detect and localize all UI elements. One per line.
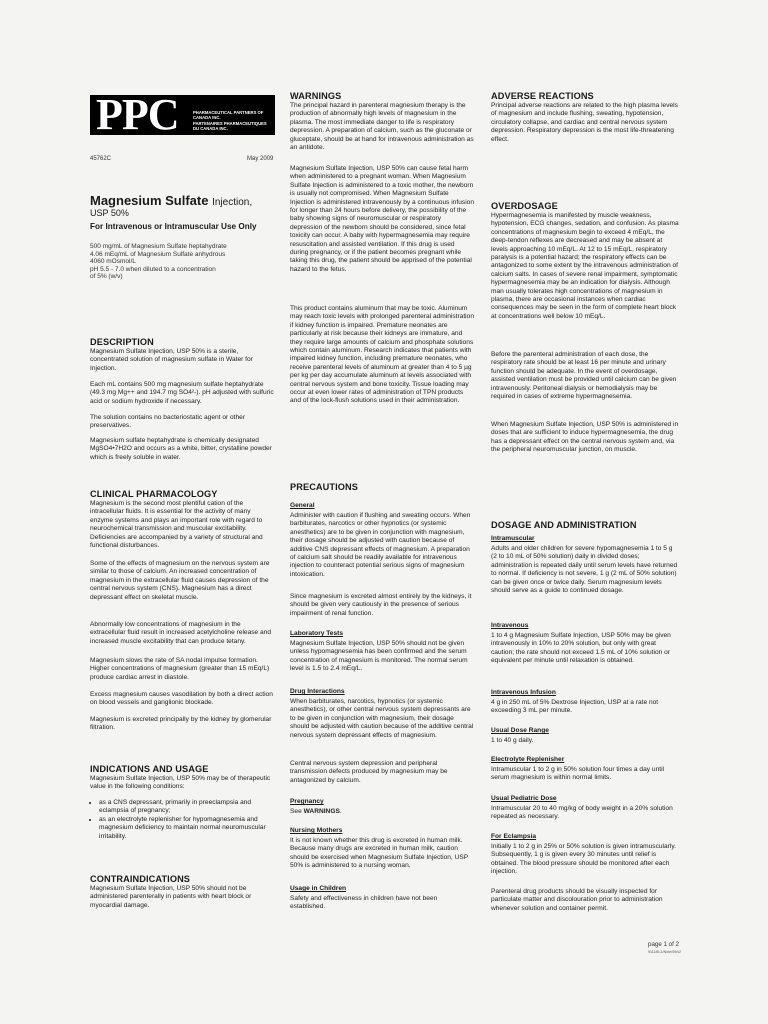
indications-heading: INDICATIONS AND USAGE — [90, 764, 209, 774]
overdosage-para: Before the parenteral administration of each dose, the respiratory rate should be at least 16 per minute and urinary function should be adequate. In the event of overdosage, assisted ventilation must be provided until calcium can be given intravenously. Peritoneal dialysis or hemodialysis may be required in cases of extreme hypermagnesemia. — [491, 351, 677, 401]
warnings-link[interactable]: WARNINGS — [303, 808, 340, 815]
intramuscular-subheading: Intramuscular — [491, 535, 535, 542]
pediatric-subheading: Usual Pediatric Dose — [491, 795, 557, 802]
pediatric-text: Intramuscular 20 to 40 mg/kg of body weight in a 20% solution repeated as necessary. — [491, 805, 673, 821]
spec-line: of 5% (w/v) — [90, 273, 123, 281]
indications-list — [90, 799, 274, 841]
electrolyte-subheading: Electrolyte Replenisher — [491, 756, 565, 763]
contraindications-heading: CONTRAINDICATIONS — [90, 874, 191, 884]
lab-tests-subheading: Laboratory Tests — [290, 630, 344, 637]
description-para: The solution contains no bacteriostatic agent or other preservatives. — [90, 414, 246, 430]
clinical-para: Magnesium slows the rate of SA nodal impulse formation. Higher concentrations of magnesium (greater than 15 mEq/L) produce cardiac arrest in diastole. — [90, 657, 270, 681]
intravenous-subheading: Intravenous — [491, 622, 529, 629]
document-date: May 2009 — [247, 156, 274, 162]
contraindications-text: Magnesium Sulfate Injection, USP 50% should not be administered parenterally in patients with heart block or myocardial damage. — [90, 885, 252, 909]
warnings-para: This product contains aluminum that may be toxic. Aluminum may reach toxic levels with prolonged parenteral administration if kidney function is impaired. Premature neonates are particularly at risk because their kidneys are immature, and they require large amounts of calcium and phosphate solutions which contain aluminum. Research indicates that patients with impaired kidney function, including premature neonates, who receive parenteral levels of aluminum at greater than 4 to 5 µg per kg per day accumulate aluminum at levels associated with central nervous system and bone toxicity. Tissue loading may occur at even lower rates of administration of TPN products and of the lock-flush solutions used in their administration. — [290, 305, 474, 405]
company-name-en: PHARMACEUTICAL PARTNERS OF CANADA INC. — [193, 110, 264, 120]
children-subheading: Usage in Children — [290, 885, 347, 892]
document-code: 45762C — [90, 156, 112, 162]
eclampsia-text: Initially 1 to 2 g in 25% or 50% solution is given intramuscularly. Subsequently, 1 g is given every 30 minutes until relief is obtained. The blood pressure should be monitored after each injection. — [491, 843, 676, 876]
intravenous-text: 1 to 4 g Magnesium Sulfate Injection, USP 50% may be given intravenously in 10% to 20% solution, but only with great caution; the rate should not exceed 1.5 mL of 10% solution or equivalent per minute until relaxation is obtained. — [491, 632, 671, 665]
clinical-heading: CLINICAL PHARMACOLOGY — [90, 489, 218, 499]
spec-line: 4.06 mEq/mL of Magnesium Sulfate anhydrous — [90, 250, 226, 258]
overdosage-heading: OVERDOSAGE — [491, 201, 558, 211]
route-of-administration: For Intravenous or Intramuscular Use Only — [90, 222, 257, 231]
pregnancy-prefix: See — [290, 808, 304, 815]
drug-interactions-subheading: Drug Interactions — [290, 688, 345, 695]
indications-intro: Magnesium Sulfate Injection, USP 50% may be of therapeutic value in the following conditions: — [90, 775, 271, 791]
overdosage-para: Hypermagnesemia is manifested by muscle weakness, hypotension, ECG changes, sedation, and confusion. As plasma concentrations of magnesium begin to exceed 4 mEq/L, the deep-tendon reflexes are decreased and may be absent at levels approaching 10 mEq/L. At 12 to 15 mEq/L, respiratory paralysis is a potential hazard; the respiratory effects can be antagonized to some extent by the intravenous administration of calcium salts. In cases of severe renal impairment, symptomatic hypermagnesemia may be an indication for dialysis. Although man usually tolerates high concentrations of magnesium in plasma, there are occasional instances when cardiac consequences may be seen in the form of complete heart block at concentrations well below 10 mEq/L. — [491, 212, 679, 320]
electrolyte-text: Intramuscular 1 to 2 g in 50% solution four times a day until serum magnesium is within normal limits. — [491, 766, 664, 782]
nursing-text: It is not known whether this drug is excreted in human milk. Because many drugs are excreted in human milk, caution should be exercised when Magnesium Sulfate Injection, USP 50% is administered to a nursing woman. — [290, 837, 469, 870]
product-name: Magnesium Sulfate — [90, 193, 209, 208]
infusion-subheading: Intravenous Infusion — [491, 689, 556, 696]
clinical-para: Excess magnesium causes vasodilation by both a direct action on blood vessels and ganglionic blockade. — [90, 691, 273, 707]
product-title-suffix: Injection, — [212, 197, 253, 208]
clinical-para: Abnormally low concentrations of magnesium in the extracellular fluid result in increased acetylcholine release and increased muscle excitability that can produce tetany. — [90, 621, 272, 645]
drug-interactions-para: Central nervous system depression and peripheral transmission defects produced by magnesium may be antagonized by calcium. — [290, 760, 448, 784]
spec-line: 500 mg/mL of Magnesium Sulfate heptahydrate — [90, 243, 227, 250]
list-item: • as an electrolyte replenisher for hypomagnesemia and magnesium deficiency to maintain normal neuromuscular irritability. — [99, 816, 274, 841]
company-name-fr: PARTENAIRES PHARMACEUTIQUES DU CANADA INC. — [193, 121, 267, 131]
description-para: Magnesium Sulfate Injection, USP 50% is a sterile, concentrated solution of magnesium sulfate in Water for Injection. — [90, 348, 253, 372]
overdosage-para: When Magnesium Sulfate Injection, USP 50% is administered in doses that are sufficient to induce hypermagnesemia, the drug has a depressant effect on the central nervous system and, via the peripheral neuromuscular junction, on muscle. — [491, 421, 679, 454]
list-item: • as a CNS depressant, primarily in preeclampsia and eclampsia of pregnancy; — [99, 799, 274, 816]
footer-code: 911185-1/Note/09/v2 — [648, 950, 682, 954]
adverse-heading: ADVERSE REACTIONS — [491, 91, 594, 101]
clinical-para: Some of the effects of magnesium on the nervous system are similar to those of calcium. An increased concentration of magnesium in the extracellular fluid causes depression of the central nervous system (CNS). Magnesium has a direct depressant effect on skeletal muscle. — [90, 560, 270, 601]
logo-wordmark: PPC — [96, 90, 179, 139]
warnings-heading: WARNINGS — [290, 91, 342, 101]
description-para: Each mL contains 500 mg magnesium sulfate heptahydrate (49.3 mg Mg++ and 194.7 mg SO4²-). pH adjusted with sulfuric acid or sodium hydroxide if necessary. — [90, 381, 274, 405]
pregnancy-suffix: . — [339, 808, 342, 815]
warnings-para: The principal hazard in parenteral magnesium therapy is the production of abnormally high levels of magnesium in the plasma. The most immediate danger to life is respiratory depression. A preparation of calcium, such as the gluconate or gluceptate, should be at hand for intravenous administration as an antidote. — [290, 102, 474, 152]
infusion-text: 4 g in 250 mL of 5% Dextrose Injection, USP at a rate not exceeding 3 mL per minute. — [491, 699, 659, 715]
eclampsia-subheading: For Eclampsia — [491, 833, 537, 840]
adverse-text: Principal adverse reactions are related to the high plasma levels of magnesium and include flushing, sweating, hypotension, circulatory collapse, and cardiac and central nervous system depression. Respiratory depression is the most life-threatening effect. — [491, 102, 678, 143]
general-para: Since magnesium is excreted almost entirely by the kidneys, it should be given very cautiously in the presence of serious impairment of renal function. — [290, 593, 472, 617]
general-subheading: General — [290, 502, 315, 509]
drug-interactions-para: When barbiturates, narcotics, hypnotics (or systemic anesthetics), or other central nervous system depressants are to be given in conjunction with magnesium, their dosage should be adjusted with caution because of the additive central nervous system depressant effects of magnesium. — [290, 698, 474, 739]
nursing-subheading: Nursing Mothers — [290, 827, 343, 834]
general-para: Administer with caution if flushing and sweating occurs. When barbiturates, narcotics or other hypnotics (or systemic anesthetics) are to be given in conjunction with magnesium, their dosage should be adjusted with caution because of additive CNS depressant effects of magnesium. A preparation of calcium salt should be readily available for intravenous injection to counteract potential serious signs of magnesium intoxication. — [290, 512, 471, 578]
product-specs — [90, 243, 270, 281]
precautions-heading: PRECAUTIONS — [290, 482, 358, 492]
parenteral-inspection-text: Parenteral drug products should be visually inspected for particulate matter and discolouration prior to administration whenever solution and container permit. — [491, 888, 663, 912]
lab-tests-text: Magnesium Sulfate Injection, USP 50% should not be given unless hypomagnesemia has been confirmed and the serum concentration of magnesium is monitored. The normal serum level is 1.5 to 2.4 mEq/L. — [290, 640, 468, 673]
product-title — [90, 193, 252, 208]
children-text: Safety and effectiveness in children have not been established. — [290, 895, 438, 911]
product-strength: USP 50% — [90, 208, 129, 218]
usual-dose-text: 1 to 40 g daily. — [491, 737, 534, 744]
warnings-para: Magnesium Sulfate Injection, USP 50% can cause fetal harm when administered to a pregnant woman. When Magnesium Sulfate Injection is administered to a toxic mother, the newborn is usually not compromised. When Magnesium Sulfate Injection is administered intravenously by a continuous infusion for longer than 24 hours before delivery, the possibility of the baby showing signs of neuromuscular or respiratory depression of the newborn should be considered, since fetal toxicity can occur. A baby with hypermagnesemia may require resuscitation and assisted ventilation. If this drug is used during pregnancy, or if the patient becomes pregnant while taking this drug, the patient should be apprised of the potential hazard to the fetus. — [290, 165, 474, 273]
description-heading: DESCRIPTION — [90, 337, 154, 347]
pregnancy-text — [290, 808, 474, 816]
page-number: page 1 of 2 — [648, 941, 679, 948]
description-para: Magnesium sulfate heptahydrate is chemically designated MgSO4•7H2O and occurs as a white, bitter, crystalline powder which is freely soluble in water. — [90, 437, 272, 461]
intramuscular-text: Adults and older children for severe hypomagnesemia 1 to 5 g (2 to 10 mL of 50% solution) daily in divided doses; administration is repeated daily until serum levels have returned to normal. If deficiency is not severe, 1 g (2 mL of 50% solution) can be given once or twice daily. Serum magnesium levels should serve as a guide to continued dosage. — [491, 545, 678, 595]
spec-line: pH 5.5 - 7.0 when diluted to a concentration — [90, 265, 216, 273]
pregnancy-subheading: Pregnancy — [290, 798, 324, 805]
clinical-para: Magnesium is the second most plentiful cation of the intracellular fluids. It is essential for the activity of many enzyme systems and plays an important role with regard to neurochemical transmission and muscular excitability. Deficiencies are accompanied by a variety of structural and functional disturbances. — [90, 500, 263, 550]
dosage-heading: DOSAGE AND ADMINISTRATION — [491, 520, 637, 530]
clinical-para: Magnesium is excreted principally by the kidney by glomerular filtration. — [90, 716, 272, 732]
spec-line: 4060 mOsmol/L — [90, 258, 136, 266]
usual-dose-subheading: Usual Dose Range — [491, 727, 549, 734]
